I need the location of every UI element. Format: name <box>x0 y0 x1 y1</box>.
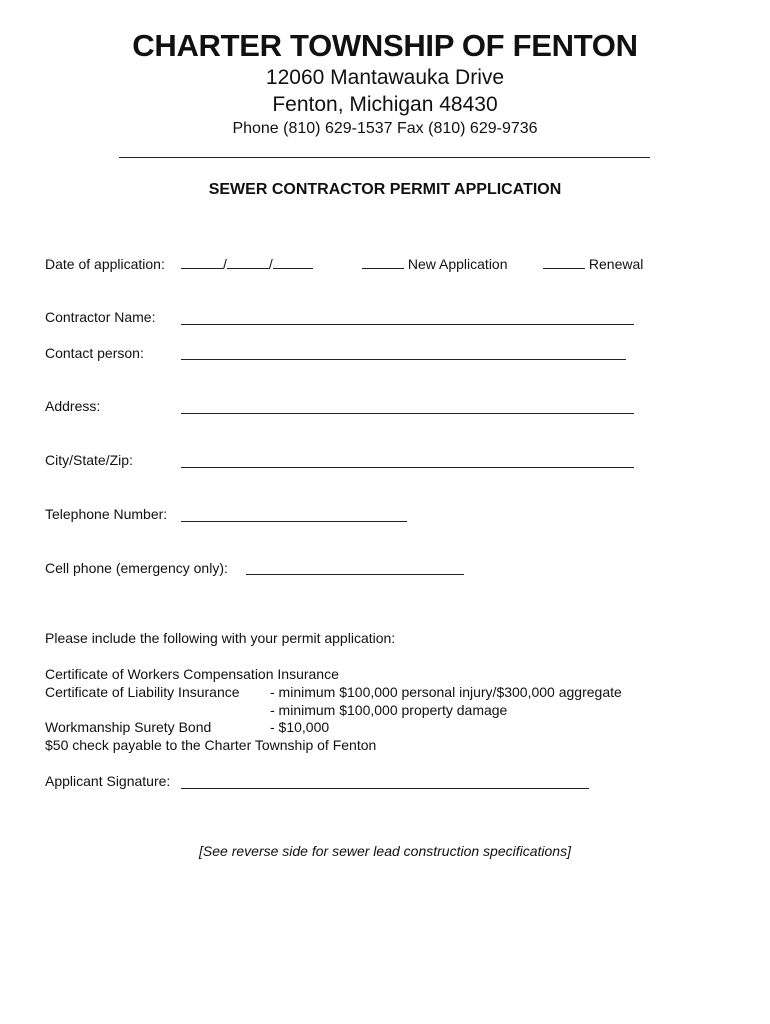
telephone-label: Telephone Number: <box>45 506 168 522</box>
new-application-label: New Application <box>407 256 508 272</box>
new-application-blank[interactable] <box>362 256 404 269</box>
cell-phone-label: Cell phone (emergency only): <box>45 560 228 576</box>
contractor-name-field[interactable] <box>181 324 634 325</box>
phone-fax: Phone (810) 629-1537 Fax (810) 629-9736 <box>232 120 538 137</box>
contact-person-field[interactable] <box>181 359 626 360</box>
form-title: SEWER CONTRACTOR PERMIT APPLICATION <box>208 181 562 198</box>
surety-bond-item: Workmanship Surety Bond <box>45 719 212 735</box>
street-address: 12060 Mantawauka Drive <box>265 66 505 89</box>
workers-comp-item: Certificate of Workers Compensation Insurance <box>45 666 339 682</box>
liability-requirement-2: - minimum $100,000 property damage <box>270 702 508 718</box>
contact-person-label: Contact person: <box>45 345 144 361</box>
date-day-blank[interactable] <box>227 256 269 269</box>
signature-label: Applicant Signature: <box>45 773 171 789</box>
renewal-blank[interactable] <box>543 256 585 269</box>
header-divider <box>119 157 650 158</box>
date-label: Date of application: <box>45 256 165 272</box>
new-application-option[interactable] <box>362 256 508 272</box>
date-month-blank[interactable] <box>181 256 223 269</box>
date-separator: / <box>223 256 227 272</box>
city-state-zip-field[interactable] <box>181 467 634 468</box>
reverse-side-note: [See reverse side for sewer lead construction specifications] <box>199 843 571 859</box>
contractor-name-label: Contractor Name: <box>45 309 156 325</box>
date-year-blank[interactable] <box>273 256 313 269</box>
check-item: $50 check payable to the Charter Township of Fenton <box>45 737 377 753</box>
township-name: CHARTER TOWNSHIP OF FENTON <box>132 28 638 63</box>
date-separator: / <box>268 256 273 272</box>
renewal-label: Renewal <box>588 256 644 272</box>
surety-bond-requirement: - $10,000 <box>270 719 330 735</box>
address-field[interactable] <box>181 413 634 414</box>
liability-item: Certificate of Liability Insurance <box>45 684 240 700</box>
liability-requirement-1: - minimum $100,000 personal injury/$300,000 aggregate <box>270 684 622 700</box>
renewal-option[interactable] <box>543 256 643 272</box>
city-address: Fenton, Michigan 48430 <box>272 93 498 116</box>
date-field[interactable] <box>181 256 313 272</box>
requirements-intro: Please include the following with your permit application: <box>45 630 396 646</box>
address-label: Address: <box>45 398 101 414</box>
telephone-field[interactable] <box>181 521 407 522</box>
cell-phone-field[interactable] <box>246 574 464 575</box>
city-state-zip-label: City/State/Zip: <box>45 452 133 468</box>
signature-field[interactable] <box>181 788 589 789</box>
